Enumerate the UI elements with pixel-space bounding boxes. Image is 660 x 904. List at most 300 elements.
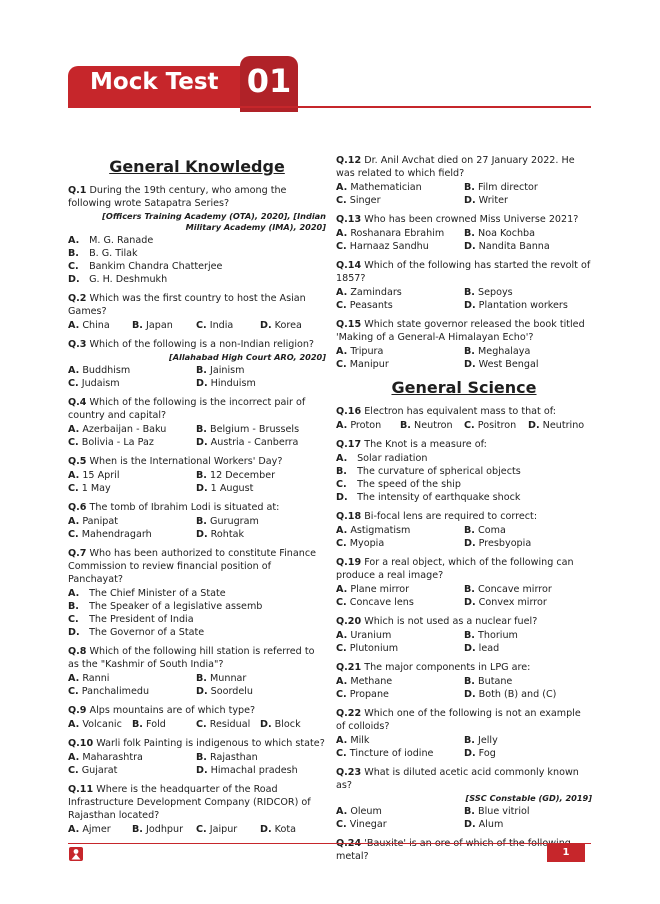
option-letter: A. (68, 320, 80, 331)
question-number: Q.19 (336, 557, 362, 568)
option-text: Oleum (350, 806, 382, 817)
option-letter: B. (400, 420, 411, 431)
option-b (68, 600, 326, 613)
section-title-gk: General Knowledge (109, 157, 285, 176)
option-b (464, 629, 592, 642)
option-text: Solar radiation (357, 453, 428, 464)
option-letter: D. (464, 359, 476, 370)
option-letter: D. (260, 824, 272, 835)
question-3 (68, 338, 326, 390)
option-letter: D. (196, 378, 208, 389)
option-a (336, 227, 464, 240)
option-text: Zamindars (350, 287, 402, 298)
question-10 (68, 737, 326, 777)
option-text: Soordelu (210, 686, 254, 697)
question-number: Q.8 (68, 646, 87, 657)
options-list (336, 524, 592, 550)
option-a (68, 718, 132, 731)
option-c (68, 436, 196, 449)
option-c (68, 260, 326, 273)
option-letter: C. (336, 819, 347, 830)
option-a (336, 805, 464, 818)
option-letter: B. (132, 320, 143, 331)
option-letter: C. (68, 614, 79, 625)
option-letter: A. (336, 676, 348, 687)
question-body: Dr. Anil Avchat died on 27 January 2022. He was related to which field? (336, 155, 575, 179)
question-text (336, 615, 592, 628)
option-d (464, 299, 592, 312)
option-text: Block (274, 719, 301, 730)
option-b (464, 345, 592, 358)
option-letter: B. (196, 470, 207, 481)
option-letter: C. (196, 320, 207, 331)
option-c (336, 688, 464, 701)
option-text: Both (B) and (C) (478, 689, 557, 700)
option-letter: B. (464, 182, 475, 193)
question-source: [Officers Training Academy (OTA), 2020], [Indian Military Academy (IMA), 2020] (102, 211, 326, 232)
option-b (132, 823, 196, 836)
question-17 (336, 438, 592, 504)
option-c (336, 299, 464, 312)
left-column (68, 154, 326, 842)
question-source: [SSC Constable (GD), 2019] (465, 793, 592, 803)
option-d (464, 688, 592, 701)
option-letter: D. (464, 241, 476, 252)
option-text: Methane (350, 676, 393, 687)
option-letter: A. (68, 424, 80, 435)
option-text: Mathematician (350, 182, 422, 193)
banner-title: Mock Test (90, 69, 219, 95)
options-list (68, 423, 326, 449)
question-15 (336, 318, 592, 371)
option-text: Hinduism (210, 378, 256, 389)
option-text: Manipur (349, 359, 389, 370)
question-number: Q.3 (68, 339, 87, 350)
option-letter: C. (68, 437, 79, 448)
options-list (68, 469, 326, 495)
question-text (336, 707, 592, 733)
question-text (68, 338, 326, 351)
question-source: [Allahabad High Court ARO, 2020] (168, 352, 326, 362)
option-text: Coma (478, 525, 506, 536)
option-d (68, 273, 326, 286)
question-21 (336, 661, 592, 701)
option-letter: D. (464, 597, 476, 608)
question-text (68, 547, 326, 586)
option-text: Residual (209, 719, 251, 730)
question-text (336, 318, 592, 344)
option-c (336, 596, 464, 609)
option-text: Belgium - Brussels (210, 424, 300, 435)
publisher-logo-icon (68, 846, 84, 862)
options-list (336, 734, 592, 760)
option-letter: C. (336, 300, 347, 311)
option-text: Mahendragarh (81, 529, 152, 540)
mock-test-banner (68, 66, 244, 106)
option-letter: C. (336, 479, 347, 490)
option-text: 1 August (210, 483, 254, 494)
header-divider (68, 106, 591, 108)
option-text: India (209, 320, 234, 331)
option-letter: B. (464, 676, 475, 687)
question-14 (336, 259, 592, 312)
option-d (464, 537, 592, 550)
option-letter: B. (68, 601, 79, 612)
option-letter: D. (196, 483, 208, 494)
option-letter: C. (336, 643, 347, 654)
option-text: Ajmer (82, 824, 111, 835)
option-letter: A. (336, 287, 348, 298)
question-text (336, 661, 592, 674)
options-list (336, 452, 592, 504)
question-number: Q.7 (68, 548, 87, 559)
question-text (336, 438, 592, 451)
option-text: Jodhpur (146, 824, 184, 835)
option-a (68, 587, 326, 600)
option-text: Buddhism (82, 365, 131, 376)
option-letter: A. (68, 824, 80, 835)
option-letter: B. (464, 346, 475, 357)
question-text (68, 783, 326, 822)
option-a (68, 751, 196, 764)
page-number: 1 (547, 844, 585, 862)
option-text: Fog (478, 748, 496, 759)
question-number: Q.12 (336, 155, 362, 166)
option-a (336, 675, 464, 688)
test-number: 01 (246, 62, 292, 100)
option-text: Maharashtra (82, 752, 143, 763)
option-letter: A. (68, 516, 80, 527)
options-list (336, 805, 592, 831)
option-text: Singer (349, 195, 381, 206)
option-d (464, 358, 592, 371)
option-letter: C. (336, 597, 347, 608)
option-letter: D. (528, 420, 540, 431)
option-text: Myopia (349, 538, 385, 549)
option-text: Judaism (81, 378, 120, 389)
question-text (336, 154, 592, 180)
question-number: Q.2 (68, 293, 87, 304)
option-c (68, 685, 196, 698)
option-d (464, 747, 592, 760)
option-letter: C. (336, 359, 347, 370)
question-body: The Knot is a measure of: (364, 439, 487, 450)
option-letter: D. (464, 689, 476, 700)
question-number: Q.13 (336, 214, 362, 225)
option-text: Astigmatism (350, 525, 411, 536)
option-b (464, 181, 592, 194)
question-6 (68, 501, 326, 541)
option-d (260, 718, 326, 731)
option-b (68, 247, 326, 260)
option-c (68, 482, 196, 495)
question-body: metal? (336, 851, 369, 862)
option-c (196, 823, 260, 836)
option-letter: A. (68, 752, 80, 763)
option-letter: C. (68, 378, 79, 389)
question-body: Which is not used as a nuclear fuel? (364, 616, 538, 627)
question-body: Which of the following is the incorrect pair of country and capital? (68, 397, 306, 421)
question-body: The tomb of Ibrahim Lodi is situated at: (89, 502, 280, 513)
question-number: Q.15 (336, 319, 362, 330)
question-number: Q.17 (336, 439, 362, 450)
option-b (464, 583, 592, 596)
question-number: Q.10 (68, 738, 94, 749)
option-d (464, 194, 592, 207)
option-letter: C. (336, 748, 347, 759)
option-text: Gujarat (81, 765, 118, 776)
option-letter: C. (68, 261, 79, 272)
option-letter: C. (336, 538, 347, 549)
option-a (336, 181, 464, 194)
option-letter: B. (464, 630, 475, 641)
option-a (336, 345, 464, 358)
option-text: Fold (146, 719, 166, 730)
option-text: The speed of the ship (357, 479, 461, 490)
question-text (68, 455, 326, 468)
right-column (336, 154, 592, 869)
question-body: During the 19th century, who among the following wrote Satapatra Series? (68, 185, 287, 209)
option-c (336, 537, 464, 550)
option-text: Ranni (82, 673, 110, 684)
question-body: Who has been crowned Miss Universe 2021? (364, 214, 579, 225)
options-list (336, 629, 592, 655)
question-text (68, 292, 326, 318)
option-d (464, 818, 592, 831)
option-text: Peasants (349, 300, 393, 311)
option-b (464, 524, 592, 537)
question-number: Q.9 (68, 705, 87, 716)
option-letter: A. (68, 235, 80, 246)
question-body: Alps mountains are of which type? (89, 705, 256, 716)
option-letter: C. (196, 824, 207, 835)
option-text: Proton (350, 420, 382, 431)
option-b (132, 319, 196, 332)
option-letter: D. (68, 627, 80, 638)
option-letter: B. (196, 673, 207, 684)
option-text: The Chief Minister of a State (89, 588, 226, 599)
option-text: Alum (478, 819, 504, 830)
option-letter: D. (196, 437, 208, 448)
option-c (196, 319, 260, 332)
option-b (464, 227, 592, 240)
option-letter: A. (336, 525, 348, 536)
option-letter: B. (132, 824, 143, 835)
option-c (336, 747, 464, 760)
option-b (336, 465, 592, 478)
option-text: Himachal pradesh (210, 765, 298, 776)
option-d (196, 685, 326, 698)
option-letter: B. (196, 752, 207, 763)
option-text: Volcanic (82, 719, 122, 730)
option-letter: C. (336, 241, 347, 252)
option-c (68, 377, 196, 390)
option-text: Nandita Banna (478, 241, 550, 252)
options-list (336, 675, 592, 701)
option-letter: C. (336, 195, 347, 206)
question-22 (336, 707, 592, 760)
option-b (464, 805, 592, 818)
options-list (68, 319, 326, 332)
question-body: Where is the headquarter of the Road Infrastructure Development Company (RIDCOR) of Rajasthan located? (68, 784, 311, 821)
question-2 (68, 292, 326, 332)
option-b (464, 286, 592, 299)
option-text: lead (478, 643, 500, 654)
question-text (68, 501, 326, 514)
option-d (196, 482, 326, 495)
option-text: Panchalimedu (81, 686, 150, 697)
option-text: The Governor of a State (89, 627, 205, 638)
question-number: Q.4 (68, 397, 87, 408)
options-list (68, 515, 326, 541)
option-a (68, 469, 196, 482)
option-a (68, 319, 132, 332)
option-c (336, 478, 592, 491)
option-a (336, 286, 464, 299)
question-number: Q.16 (336, 406, 362, 417)
option-a (336, 452, 592, 465)
option-text: Writer (478, 195, 508, 206)
option-text: Harnaaz Sandhu (349, 241, 429, 252)
option-letter: D. (196, 529, 208, 540)
option-letter: C. (68, 686, 79, 697)
option-text: 1 May (81, 483, 111, 494)
options-list (68, 672, 326, 698)
right-question-list-gk (336, 154, 592, 371)
option-letter: A. (336, 182, 348, 193)
options-list (336, 419, 592, 432)
option-c (196, 718, 260, 731)
option-c (336, 358, 464, 371)
option-b (132, 718, 196, 731)
option-letter: B. (336, 466, 347, 477)
option-c (336, 642, 464, 655)
option-text: Azerbaijan - Baku (82, 424, 167, 435)
option-text: Positron (477, 420, 517, 431)
option-b (196, 364, 326, 377)
question-body: Warli folk Painting is indigenous to which state? (96, 738, 325, 749)
options-list (68, 718, 326, 731)
option-text: Milk (350, 735, 370, 746)
option-letter: A. (336, 735, 348, 746)
option-a (336, 734, 464, 747)
option-text: Uranium (350, 630, 392, 641)
question-body: When is the International Workers' Day? (89, 456, 283, 467)
option-text: Gurugram (210, 516, 259, 527)
options-list (68, 823, 326, 836)
options-list (336, 583, 592, 609)
option-letter: C. (68, 483, 79, 494)
option-text: Sepoys (478, 287, 513, 298)
question-body: Electron has equivalent mass to that of: (364, 406, 556, 417)
question-16 (336, 405, 592, 432)
option-text: Jainism (210, 365, 245, 376)
options-list (68, 587, 326, 639)
option-text: Roshanara Ebrahim (350, 228, 445, 239)
option-letter: B. (196, 424, 207, 435)
option-a (336, 629, 464, 642)
right-question-list-gs (336, 405, 592, 863)
option-letter: A. (68, 470, 80, 481)
question-body: Who has been authorized to constitute Finance Commission to review financial position of Panchayat? (68, 548, 317, 585)
question-text (336, 766, 592, 792)
question-number: Q.20 (336, 616, 362, 627)
option-text: Tripura (350, 346, 384, 357)
option-text: The Speaker of a legislative assemb (89, 601, 263, 612)
question-body: What is diluted acetic acid commonly known as? (336, 767, 579, 791)
option-b (196, 672, 326, 685)
options-list (68, 234, 326, 286)
option-a (336, 524, 464, 537)
option-text: M. G. Ranade (89, 235, 154, 246)
question-text (336, 259, 592, 285)
question-number: Q.11 (68, 784, 94, 795)
option-c (464, 419, 528, 432)
option-letter: C. (464, 420, 475, 431)
option-letter: B. (464, 806, 475, 817)
option-letter: D. (464, 300, 476, 311)
option-text: Plantation workers (478, 300, 568, 311)
option-text: Convex mirror (478, 597, 547, 608)
question-text (68, 645, 326, 671)
question-body: Which was the first country to host the Asian Games? (68, 293, 306, 317)
option-letter: B. (464, 228, 475, 239)
option-letter: D. (68, 274, 80, 285)
footer-divider (68, 843, 591, 844)
option-text: Munnar (210, 673, 247, 684)
option-letter: C. (336, 689, 347, 700)
question-13 (336, 213, 592, 253)
option-text: Japan (146, 320, 173, 331)
option-c (336, 194, 464, 207)
options-list (336, 227, 592, 253)
question-text (68, 704, 326, 717)
question-23 (336, 766, 592, 831)
option-b (464, 675, 592, 688)
option-letter: A. (336, 453, 348, 464)
option-text: Korea (274, 320, 302, 331)
option-a (68, 364, 196, 377)
option-a (336, 419, 400, 432)
option-b (464, 734, 592, 747)
option-letter: C. (68, 765, 79, 776)
question-body: For a real object, which of the following can produce a real image? (336, 557, 574, 581)
option-text: Plutonium (349, 643, 399, 654)
option-a (336, 583, 464, 596)
option-letter: B. (132, 719, 143, 730)
question-number: Q.6 (68, 502, 87, 513)
option-letter: D. (464, 748, 476, 759)
option-letter: A. (68, 588, 80, 599)
option-letter: A. (336, 806, 348, 817)
option-text: Concave mirror (478, 584, 552, 595)
question-body: The major components in LPG are: (364, 662, 531, 673)
option-a (68, 515, 196, 528)
option-letter: D. (196, 765, 208, 776)
option-text: Tincture of iodine (349, 748, 434, 759)
option-text: Kota (274, 824, 296, 835)
question-number: Q.23 (336, 767, 362, 778)
option-text: Propane (349, 689, 389, 700)
option-text: Neutrino (542, 420, 585, 431)
option-d (260, 319, 326, 332)
question-number: Q.14 (336, 260, 362, 271)
option-text: Concave lens (349, 597, 414, 608)
options-list (336, 345, 592, 371)
option-letter: D. (464, 195, 476, 206)
question-5 (68, 455, 326, 495)
option-letter: B. (464, 735, 475, 746)
